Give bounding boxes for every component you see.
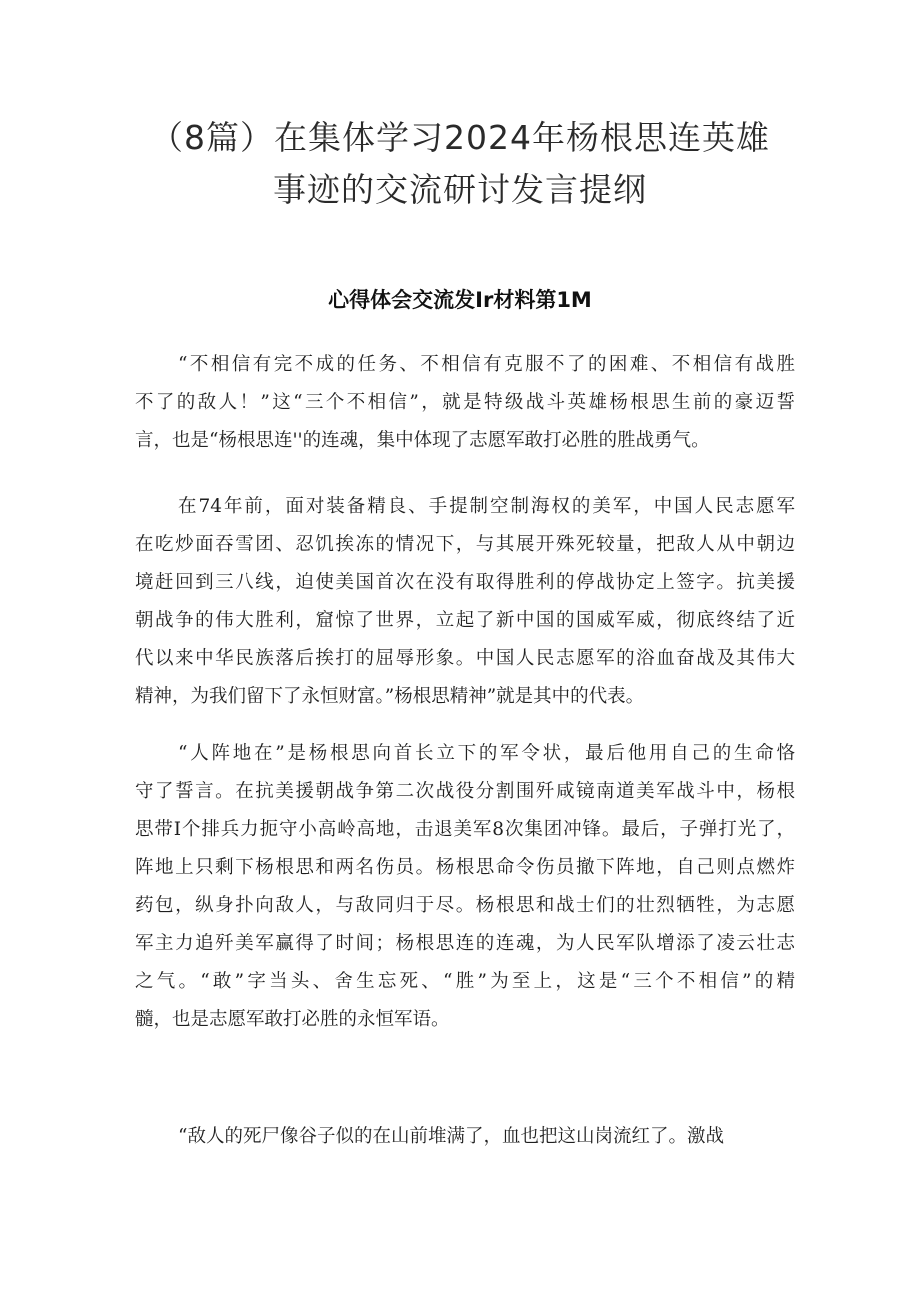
text-line: 军主力追歼美军赢得了时间；杨根思连的连魂，为人民军队增添了凌云壮志 (135, 933, 795, 954)
text-line: 阵地上只剩下杨根思和两名伤员。杨根思命令伤员撤下阵地，自己则点燃炸 (135, 857, 795, 878)
text-line: “敌人的死尸像谷子似的在山前堆满了，血也把这山岗流红了。激战 (178, 1126, 724, 1147)
text-line: 在74年前，面对装备精良、手提制空制海权的美军，中国人民志愿军 (178, 496, 795, 517)
text-line: 思带I个排兵力扼守小高岭高地，击退美军8次集团冲锋。最后，子弹打光了， (135, 819, 795, 840)
text-line: 言，也是“杨根思连''的连魂，集中体现了志愿军敢打必胜的胜战勇气。 (135, 430, 710, 451)
paragraph-4 (135, 1118, 795, 1156)
text-line: “不相信有完不成的任务、不相信有克服不了的困难、不相信有战胜 (178, 354, 795, 375)
text-line: 在吃炒面吞雪团、忍饥挨冻的情况下，与其展开殊死较量，把敌人从中朝边 (135, 534, 795, 555)
text-line: 代以来中华民族落后挨打的屈辱形象。中国人民志愿军的浴血奋战及其伟大 (135, 648, 795, 669)
paragraph-3 (135, 735, 795, 1039)
text-line: 髓，也是志愿军敢打必胜的永恒军语。 (135, 1009, 450, 1030)
text-line: 朝战争的伟大胜利，窟惊了世界，立起了新中国的国威军威，彻底终结了近 (135, 610, 795, 631)
title-line-2: 事迹的交流研讨发言提纲 (273, 170, 647, 209)
paragraph-2 (135, 488, 795, 716)
text-line: 不了的敌人！”这“三个不相信”，就是特级战斗英雄杨根思生前的豪迈誓 (135, 392, 795, 413)
text-line: 精神，为我们留下了永恒财富。”杨根思精神”就是其中的代表。 (135, 686, 645, 707)
paragraph-1 (135, 346, 795, 460)
title-line-1: （8篇）在集体学习2024年杨根思连英雄 (150, 118, 770, 157)
text-line: 药包，纵身扑向敌人，与敌同归于尽。杨根思和战士们的壮烈牺牲，为志愿 (135, 895, 795, 916)
section-subtitle: 心得体会交流发Ir材料第1M (328, 288, 592, 312)
text-line: 境赶回到三八线，迫使美国首次在没有取得胜利的停战协定上签字。抗美援 (135, 572, 795, 593)
text-line: “人阵地在”是杨根思向首长立下的军令状，最后他用自己的生命恪 (178, 743, 795, 764)
document-title (120, 112, 800, 216)
text-line: 守了誓言。在抗美援朝战争第二次战役分割围歼咸镜南道美军战斗中，杨根 (135, 781, 795, 802)
text-line: 之气。“敢”字当头、舍生忘死、“胜”为至上，这是“三个不相信”的精 (135, 971, 795, 992)
